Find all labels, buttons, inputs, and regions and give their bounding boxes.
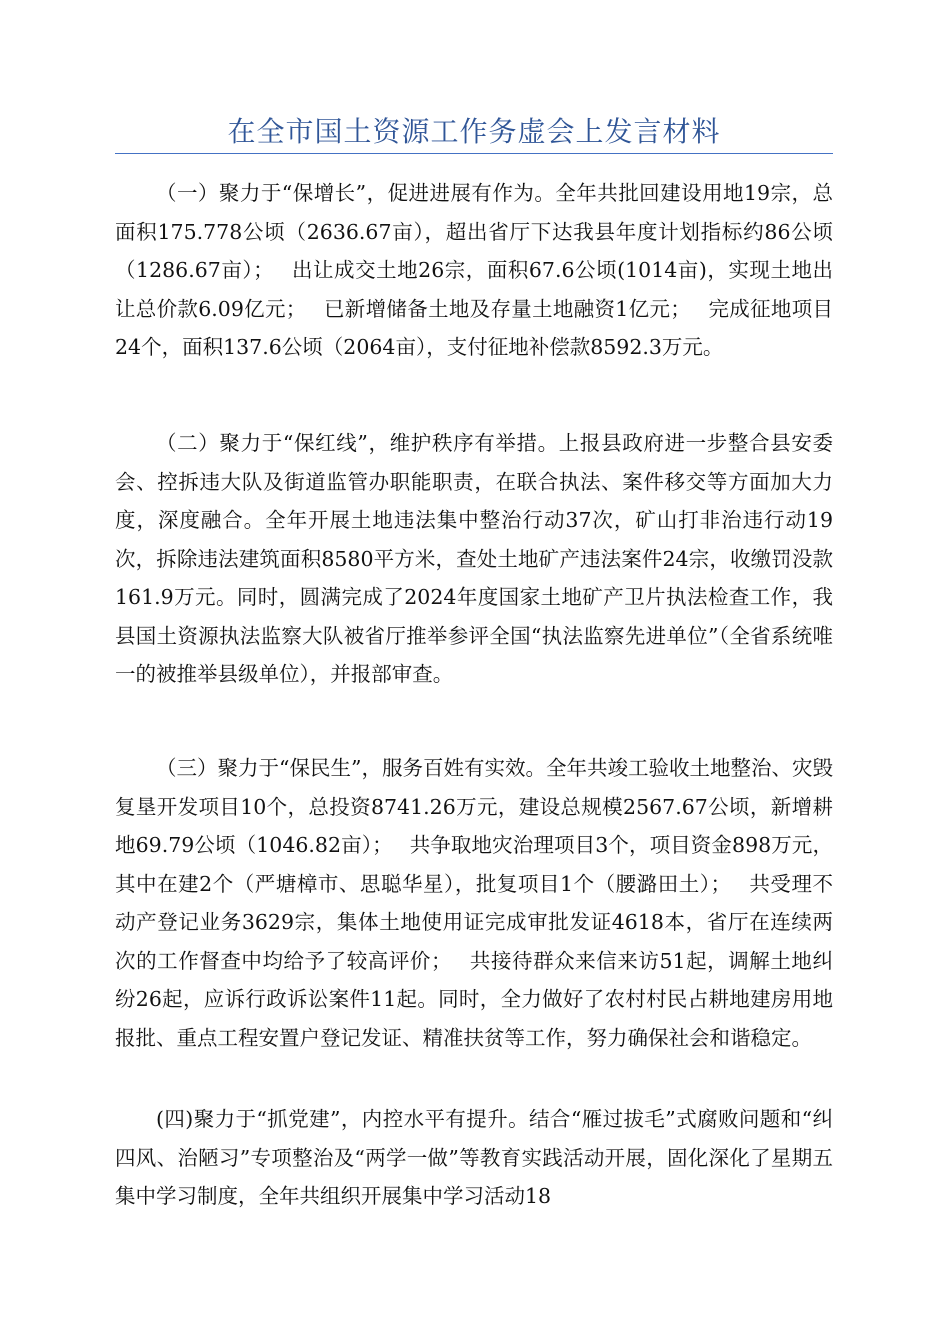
document-title: 在全市国土资源工作务虚会上发言材料	[227, 115, 721, 148]
title-underline	[115, 153, 833, 154]
paragraph-1: （一）聚力于“保增长”，促进进展有作为。全年共批回建设用地19宗，总面积175.778公顷（2636.67亩），超出省厅下达我县年度计划指标约86公顷（1286.67亩）； 出让成交土地26宗，面积67.6公顷(1014亩)，实现土地出让总价款6.09亿元； 已新增储备土地及存量土地融资1亿元； 完成征地项目24个，面积137.6公顷（2064亩），支付征地补偿款8592.3万元。	[115, 181, 833, 359]
paragraph-2: （二）聚力于“保红线”，维护秩序有举措。上报县政府进一步整合县安委会、控拆违大队及街道监管办职能职责，在联合执法、案件移交等方面加大力度，深度融合。全年开展土地违法集中整治行动37次，矿山打非治违行动19次，拆除违法建筑面积8580平方米，查处土地矿产违法案件24宗，收缴罚没款161.9万元。同时，圆满完成了2024年度国家土地矿产卫片执法检查工作，我县国土资源执法监察大队被省厅推举参评全国“执法监察先进单位”（全省系统唯一的被推举县级单位），并报部审查。	[115, 431, 833, 686]
paragraph-4: (四)聚力于“抓党建”，内控水平有提升。结合“雁过拔毛”式腐败问题和“纠四风、治陋习”专项整治及“两学一做”等教育实践活动开展，固化深化了星期五集中学习制度，全年共组织开展集中学习活动18	[115, 1107, 833, 1208]
paragraph-3: （三）聚力于“保民生”，服务百姓有实效。全年共竣工验收土地整治、灾毁复垦开发项目10个，总投资8741.26万元，建设总规模2567.67公顷，新增耕地69.79公顷（1046.82亩）； 共争取地灾治理项目3个，项目资金898万元，其中在建2个（严塘樟市、思聪华星），批复项目1个（腰潞田土）； 共受理不动产登记业务3629宗，集体土地使用证完成审批发证4618本，省厅在连续两次的工作督查中均给予了较高评价； 共接待群众来信来访51起，调解土地纠纷26起，应诉行政诉讼案件11起。同时，全力做好了农村村民占耕地建房用地报批、重点工程安置户登记发证、精准扶贫等工作，努力确保社会和谐稳定。	[115, 756, 833, 1050]
